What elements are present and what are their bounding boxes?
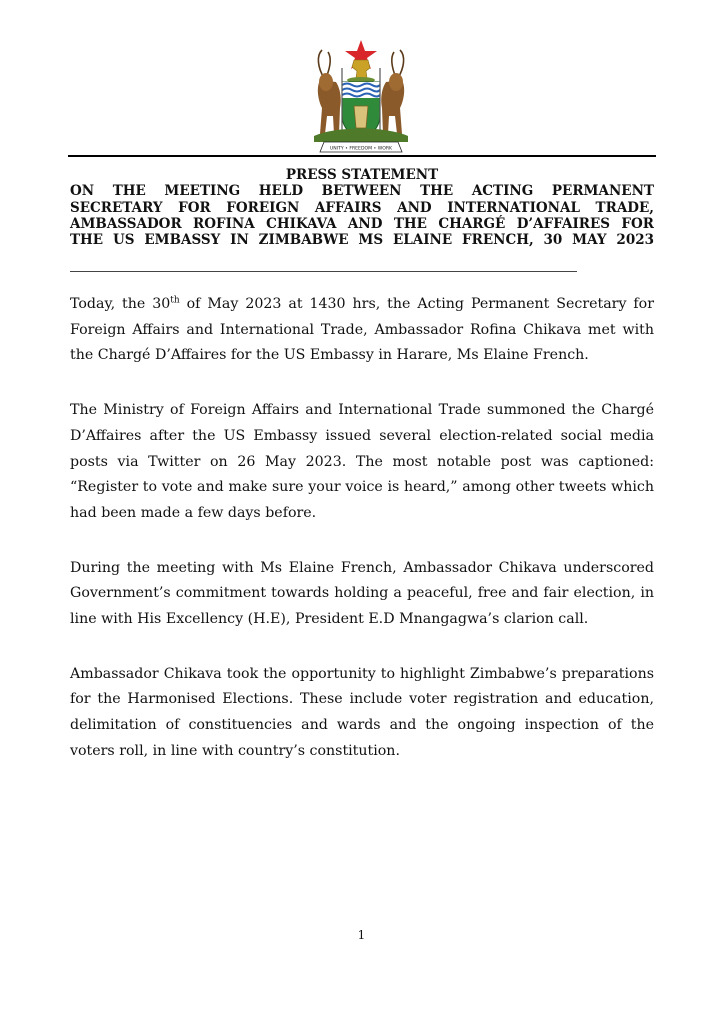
zimbabwe-coat-of-arms-icon: [296, 38, 426, 156]
paragraph-4: Ambassador Chikava took the opportunity to highlight Zimbabwe’s preparations for the Harmonised Elections. These include voter registration and education, delimitation of constituencies and wards and the ongoing inspection of the voters roll, in line with country’s constitution.: [70, 665, 654, 759]
paragraph-1: Today, the 30th of May 2023 at 1430 hrs, the Acting Permanent Secretary for Foreign Affairs and International Trade, Ambassador Rofina Chikava met with the Chargé D’Affaires for the US Embassy in Harare, Ms Elaine French.: [70, 295, 654, 364]
zimbabwe-bird: [352, 60, 370, 78]
ground-mound: [314, 129, 408, 143]
subtitle-line: ON THE MEETING HELD BETWEEN THE ACTING PERMANENT: [70, 183, 654, 200]
document-title: PRESS STATEMENT: [285, 167, 439, 183]
statement-header: [70, 167, 654, 248]
title-underline: [70, 271, 577, 272]
subtitle-line: THE US EMBASSY IN ZIMBABWE MS ELAINE FRENCH, 30 MAY 2023: [70, 232, 654, 249]
subtitle-line: SECRETARY FOR FOREIGN AFFAIRS AND INTERNATIONAL TRADE,: [70, 199, 654, 216]
paragraph-3: During the meeting with Ms Elaine French, Ambassador Chikava underscored Government’s commitment towards holding a peaceful, free and fair election, in line with His Excellency (H.E), President E.D Mnangagwa’s clarion call.: [70, 559, 654, 628]
subtitle-line: AMBASSADOR ROFINA CHIKAVA AND THE CHARGÉ D’AFFAIRES FOR: [70, 215, 654, 232]
svg-text:UNITY • FREEDOM • WORK: UNITY • FREEDOM • WORK: [329, 146, 393, 152]
paragraph-2: The Ministry of Foreign Affairs and International Trade summoned the Chargé D’Affaires after the US Embassy issued several election-related social media posts via Twitter on 26 May 2023. The most notable post was captioned: “Register to vote and make sure your voice is heard,” among other tweets which had been made a few days before.: [70, 402, 654, 521]
page-number: 1: [357, 928, 366, 942]
header-rule: [68, 155, 656, 157]
statement-body: [70, 292, 654, 794]
